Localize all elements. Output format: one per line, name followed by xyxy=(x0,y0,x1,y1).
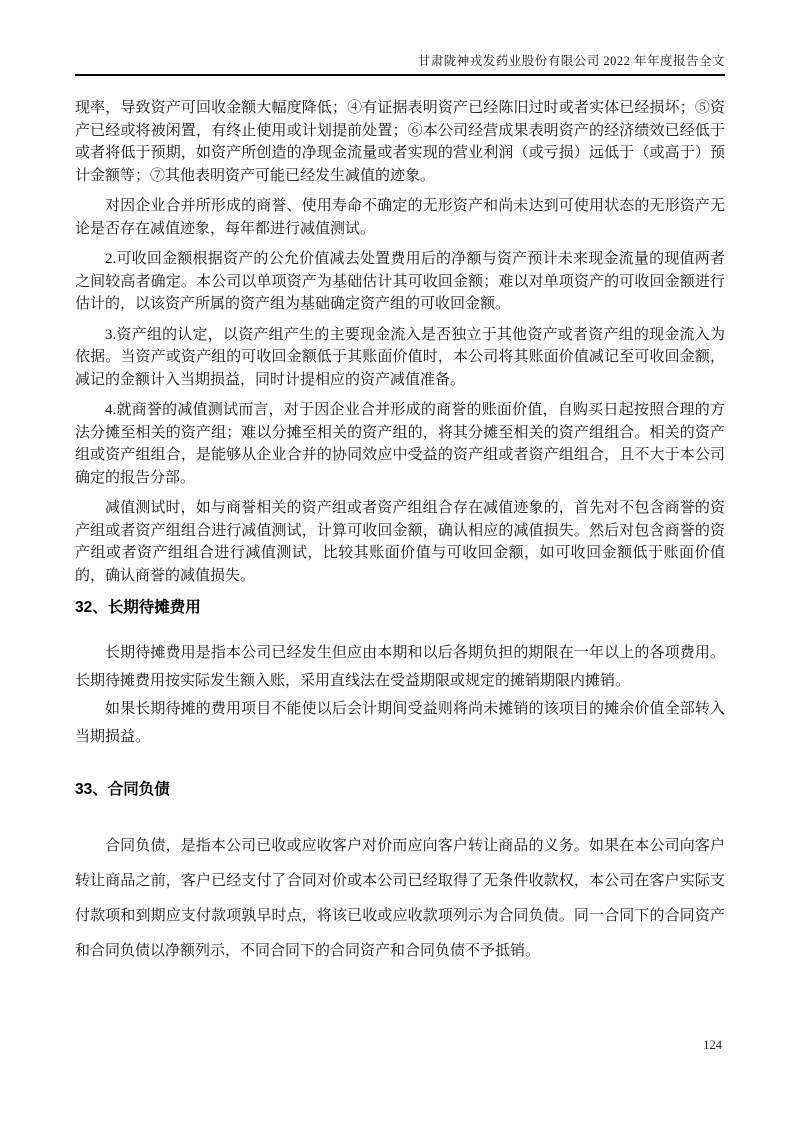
paragraph-recoverable-amount: 2.可收回金额根据资产的公允价值减去处置费用后的净额与资产预计未来现金流量的现值两者之间较高者确定。本公司以单项资产为基础估计其可收回金额；难以对单项资产的可收回金额进行估计的，以该资产所属的资产组为基础确定资产组的可收回金额。 xyxy=(75,251,725,312)
paragraph-impairment-continuation: 现率，导致资产可回收金额大幅度降低；④有证据表明资产已经陈旧过时或者实体已经损坏；⑤资产已经或将被闲置，有终止使用或计划提前处置；⑥本公司经营成果表明资产的经济绩效已经低于或者将低于预期，如资产所创造的净现金流量或者实现的营业利润（或亏损）远低于（或高于）预计金额等；⑦其他表明资产可能已经发生减值的迹象。 xyxy=(75,100,725,184)
paragraph-ltde-definition: 长期待摊费用是指本公司已经发生但应由本期和以后各期负担的期限在一年以上的各项费用。长期待摊费用按实际发生额入账，采用直线法在受益期限或规定的摊销期限内摊销。 xyxy=(75,645,725,689)
page-content xyxy=(75,0,725,969)
page-number: 124 xyxy=(703,1038,722,1052)
report-header-title: 甘肃陇神戎发药业股份有限公司 2022 年年度报告全文 xyxy=(417,54,725,68)
section-heading-33-contract-liabilities: 33、合同负债 xyxy=(75,781,170,798)
paragraph-asset-group-recognition: 3.资产组的认定，以资产组产生的主要现金流入是否独立于其他资产或者资产组的现金流入为依据。当资产或资产组的可收回金额低于其账面价值时，本公司将其账面价值减记至可收回金额，减记的金额计入当期损益，同时计提相应的资产减值准备。 xyxy=(75,326,725,388)
page-header xyxy=(75,0,725,76)
paragraph-goodwill-annual-test: 对因企业合并所形成的商誉、使用寿命不确定的无形资产和尚未达到可使用状态的无形资产无论是否存在减值迹象，每年都进行减值测试。 xyxy=(75,198,725,237)
paragraph-ltde-writeoff: 如果长期待摊的费用项目不能使以后会计期间受益则将尚未摊销的该项目的摊余价值全部转入当期损益。 xyxy=(75,701,725,745)
paragraph-contract-liabilities-definition: 合同负债，是指本公司已收或应收客户对价而应向客户转让商品的义务。如果在本公司向客户转让商品之前，客户已经支付了合同对价或本公司已经取得了无条件收款权，本公司在客户实际支付款项和到期应支付款项孰早时点，将该已收或应收款项列示为合同负债。同一合同下的合同资产和合同负债以净额列示，不同合同下的合同资产和合同负债不予抵销。 xyxy=(75,838,725,959)
paragraph-goodwill-impairment-test: 减值测试时，如与商誉相关的资产组或者资产组组合存在减值迹象的，首先对不包含商誉的资产组或者资产组组合进行减值测试，计算可收回金额，确认相应的减值损失。然后对包含商誉的资产组或者资产组组合进行减值测试，比较其账面价值与可收回金额，如可收回金额低于账面价值的，确认商誉的减值损失。 xyxy=(75,500,725,584)
section-heading-32-long-term-deferred-expenses: 32、长期待摊费用 xyxy=(75,599,201,616)
document-body xyxy=(75,97,725,969)
paragraph-goodwill-allocation: 4.就商誉的减值测试而言，对于因企业合并形成的商誉的账面价值，自购买日起按照合理的方法分摊至相关的资产组；难以分摊至相关的资产组的，将其分摊至相关的资产组组合。相关的资产组或资产组组合，是能够从企业合并的协同效应中受益的资产组或者资产组组合，且不大于本公司确定的报告分部。 xyxy=(75,402,725,486)
